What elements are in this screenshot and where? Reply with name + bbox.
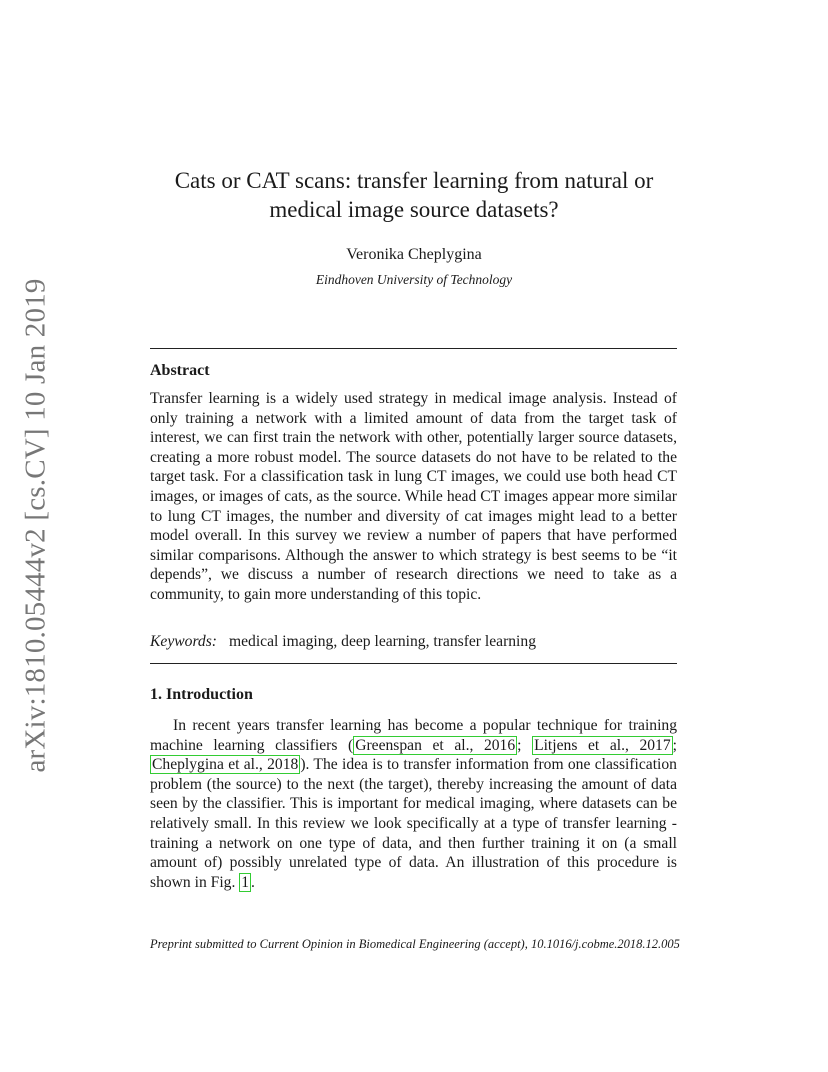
introduction-paragraph bbox=[150, 716, 677, 892]
arxiv-identifier: arXiv:1810.05444v2 [cs.CV] 10 Jan 2019 bbox=[19, 277, 52, 773]
keywords-text: medical imaging, deep learning, transfer learning bbox=[229, 633, 536, 650]
preprint-footer: Preprint submitted to Current Opinion in Biomedical Engineering (accept), 10.1016/j.cobme.2018.12.005 bbox=[150, 937, 680, 951]
abstract-bottom-rule bbox=[150, 663, 677, 664]
citation-link-litjens[interactable]: Litjens et al., 2017 bbox=[534, 736, 671, 754]
abstract-heading: Abstract bbox=[150, 362, 210, 379]
keywords-label: Keywords: bbox=[150, 633, 217, 650]
introduction-heading: 1. Introduction bbox=[150, 686, 253, 703]
keywords-line bbox=[150, 633, 677, 651]
title-line-1: Cats or CAT scans: transfer learning from natural or bbox=[174, 168, 654, 193]
title-line-2: medical image source datasets? bbox=[269, 197, 559, 222]
arxiv-side-stamp bbox=[13, 277, 59, 773]
abstract-top-rule bbox=[150, 348, 677, 349]
intro-text-before: In recent years transfer learning has become a popular technique for training machine learning classifiers ( bbox=[150, 717, 677, 754]
abstract-text: Transfer learning is a widely used strategy in medical image analysis. Instead of only training a network with a limited amount of data from the target task of interest, we can first train the network with other, potentially larger source datasets, creating a more robust model. The source datasets do not have to be related to the target task. For a classification task in lung CT images, we could use both head CT images, or images of cats, as the source. While head CT images appear more similar to lung CT images, the number and diversity of cat images might lead to a better model overall. In this survey we review a number of papers that have performed similar comparisons. Although the answer to which strategy is best seems to be “it depends”, we discuss a number of research directions we need to take as a community, to gain more understanding of this topic. bbox=[150, 390, 677, 603]
citation-separator: ; bbox=[517, 736, 533, 754]
author-name: Veronika Cheplygina bbox=[346, 246, 482, 263]
citation-link-greenspan[interactable]: Greenspan et al., 2016 bbox=[355, 736, 516, 754]
figure-link-1[interactable]: 1 bbox=[241, 873, 250, 891]
intro-text-after: ). The idea is to transfer information from one classification problem (the source) to the next (the target), thereby increasing the amount of data seen by the classifier. This is important for medical imaging, where datasets can be relatively small. In this review we look specifically at a type of transfer learning - training a network on one type of data, and then further training it on (a small amount of) possibly unrelated type of data. An illustration of this procedure is shown in Fig. bbox=[150, 756, 677, 891]
citation-link-cheplygina[interactable]: Cheplygina et al., 2018 bbox=[152, 756, 299, 774]
author-affiliation: Eindhoven University of Technology bbox=[315, 272, 513, 287]
citation-separator: ; bbox=[672, 736, 677, 754]
paper-title bbox=[100, 166, 728, 224]
intro-text-end: . bbox=[251, 873, 255, 891]
